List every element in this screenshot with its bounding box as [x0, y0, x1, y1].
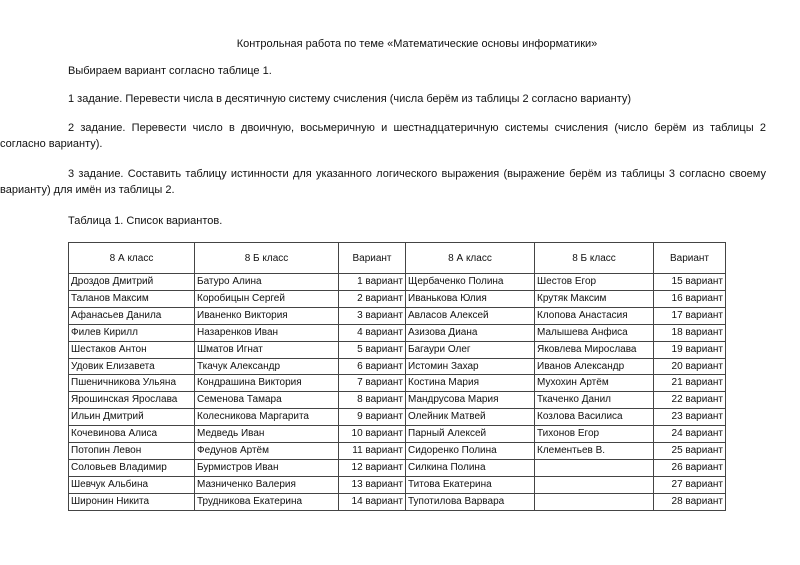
cell-variant: 7 вариант [339, 375, 406, 392]
cell-student-8b: Тихонов Егор [535, 426, 654, 443]
cell-student-8b: Ткаченко Данил [535, 392, 654, 409]
cell-student-8b: Коробицын Сергей [195, 290, 339, 307]
cell-student-8b: Медведь Иван [195, 426, 339, 443]
cell-variant: 14 вариант [339, 493, 406, 510]
cell-variant: 24 вариант [654, 426, 726, 443]
table-row [69, 426, 726, 443]
cell-student-8a: Авласов Алексей [406, 307, 535, 324]
document-title: Контрольная работа по теме «Математические основы информатики» [236, 38, 598, 50]
cell-student-8b: Шматов Игнат [195, 341, 339, 358]
cell-student-8b: Иваненко Виктория [195, 307, 339, 324]
cell-variant: 8 вариант [339, 392, 406, 409]
table-row [69, 307, 726, 324]
table-header-row [69, 243, 726, 274]
cell-student-8b: Колесникова Маргарита [195, 409, 339, 426]
cell-variant: 1 вариант [339, 274, 406, 291]
table-row [69, 358, 726, 375]
cell-student-8b: Клопова Анастасия [535, 307, 654, 324]
cell-variant: 9 вариант [339, 409, 406, 426]
table-row [69, 274, 726, 291]
table-body [69, 274, 726, 511]
cell-student-8b: Иванов Александр [535, 358, 654, 375]
cell-variant: 3 вариант [339, 307, 406, 324]
cell-variant: 20 вариант [654, 358, 726, 375]
cell-student-8a: Таланов Максим [69, 290, 195, 307]
paragraph-task-2: 2 задание. Перевести число в двоичную, восьмеричную и шестнадцатеричную системы счисления (число берём из таблицы 2 согласно варианту). [0, 122, 766, 150]
cell-student-8a: Мандрусова Мария [406, 392, 535, 409]
cell-student-8b: Кондрашина Виктория [195, 375, 339, 392]
cell-student-8a: Тупотилова Варвара [406, 493, 535, 510]
cell-student-8b: Клементьев В. [535, 443, 654, 460]
table-row [69, 493, 726, 510]
cell-student-8a: Ярошинская Ярослава [69, 392, 195, 409]
cell-variant: 2 вариант [339, 290, 406, 307]
header-class-8b: 8 Б класс [195, 243, 339, 274]
cell-student-8b: Мухохин Артём [535, 375, 654, 392]
cell-variant: 27 вариант [654, 476, 726, 493]
cell-variant: 18 вариант [654, 324, 726, 341]
cell-variant: 17 вариант [654, 307, 726, 324]
cell-variant: 13 вариант [339, 476, 406, 493]
cell-student-8a: Парный Алексей [406, 426, 535, 443]
cell-student-8a: Шевчук Альбина [69, 476, 195, 493]
cell-student-8a: Костина Мария [406, 375, 535, 392]
cell-student-8a: Шестаков Антон [69, 341, 195, 358]
cell-student-8b: Ткачук Александр [195, 358, 339, 375]
cell-student-8a: Азизова Диана [406, 324, 535, 341]
cell-student-8a: Силкина Полина [406, 459, 535, 476]
cell-student-8b [535, 459, 654, 476]
header-class-8a: 8 А класс [406, 243, 535, 274]
cell-student-8a: Иванькова Юлия [406, 290, 535, 307]
cell-student-8b: Бурмистров Иван [195, 459, 339, 476]
cell-student-8a: Филев Кирилл [69, 324, 195, 341]
header-variant: Вариант [339, 243, 406, 274]
cell-variant: 25 вариант [654, 443, 726, 460]
cell-student-8b: Назаренков Иван [195, 324, 339, 341]
cell-student-8b [535, 493, 654, 510]
cell-variant: 12 вариант [339, 459, 406, 476]
cell-variant: 6 вариант [339, 358, 406, 375]
cell-student-8a: Титова Екатерина [406, 476, 535, 493]
cell-variant: 15 вариант [654, 274, 726, 291]
cell-student-8b: Батуро Алина [195, 274, 339, 291]
cell-student-8a: Багаури Олег [406, 341, 535, 358]
cell-variant: 4 вариант [339, 324, 406, 341]
cell-variant: 22 вариант [654, 392, 726, 409]
cell-student-8a: Широнин Никита [69, 493, 195, 510]
cell-student-8a: Дроздов Дмитрий [69, 274, 195, 291]
variants-table [68, 242, 726, 511]
cell-student-8b: Малышева Анфиса [535, 324, 654, 341]
table-row [69, 459, 726, 476]
table-row [69, 341, 726, 358]
table-caption: Таблица 1. Список вариантов. [68, 215, 223, 227]
cell-student-8b: Крутяк Максим [535, 290, 654, 307]
table-row [69, 290, 726, 307]
cell-student-8a: Афанасьев Данила [69, 307, 195, 324]
cell-student-8a: Удовик Елизавета [69, 358, 195, 375]
table-row [69, 409, 726, 426]
cell-student-8b: Трудникова Екатерина [195, 493, 339, 510]
cell-student-8a: Соловьев Владимир [69, 459, 195, 476]
cell-student-8b: Семенова Тамара [195, 392, 339, 409]
cell-student-8b: Федунов Артём [195, 443, 339, 460]
cell-variant: 23 вариант [654, 409, 726, 426]
table-row [69, 375, 726, 392]
cell-student-8a: Сидоренко Полина [406, 443, 535, 460]
paragraph-intro: Выбираем вариант согласно таблице 1. [68, 65, 272, 77]
cell-variant: 10 вариант [339, 426, 406, 443]
cell-student-8a: Пшеничникова Ульяна [69, 375, 195, 392]
cell-variant: 21 вариант [654, 375, 726, 392]
table-row [69, 392, 726, 409]
cell-student-8b: Мазниченко Валерия [195, 476, 339, 493]
table-row [69, 476, 726, 493]
header-class-8b: 8 Б класс [535, 243, 654, 274]
table-row [69, 443, 726, 460]
cell-variant: 28 вариант [654, 493, 726, 510]
cell-student-8b [535, 476, 654, 493]
header-variant: Вариант [654, 243, 726, 274]
cell-student-8a: Олейник Матвей [406, 409, 535, 426]
cell-student-8b: Шестов Егор [535, 274, 654, 291]
cell-variant: 11 вариант [339, 443, 406, 460]
header-class-8a: 8 А класс [69, 243, 195, 274]
cell-student-8a: Щербаченко Полина [406, 274, 535, 291]
paragraph-task-3: 3 задание. Составить таблицу истинности для указанного логического выражения (выражение берём из таблицы 3 согласно своему варианту) для имён из таблицы 2. [0, 168, 766, 196]
cell-student-8a: Потопин Левон [69, 443, 195, 460]
cell-variant: 19 вариант [654, 341, 726, 358]
cell-student-8b: Яковлева Мирослава [535, 341, 654, 358]
paragraph-task-1: 1 задание. Перевести числа в десятичную систему счисления (числа берём из таблицы 2 согласно варианту) [68, 93, 632, 105]
cell-student-8a: Ильин Дмитрий [69, 409, 195, 426]
cell-student-8b: Козлова Василиса [535, 409, 654, 426]
table-row [69, 324, 726, 341]
cell-student-8a: Кочевинова Алиса [69, 426, 195, 443]
cell-variant: 5 вариант [339, 341, 406, 358]
cell-variant: 16 вариант [654, 290, 726, 307]
cell-variant: 26 вариант [654, 459, 726, 476]
cell-student-8a: Истомин Захар [406, 358, 535, 375]
